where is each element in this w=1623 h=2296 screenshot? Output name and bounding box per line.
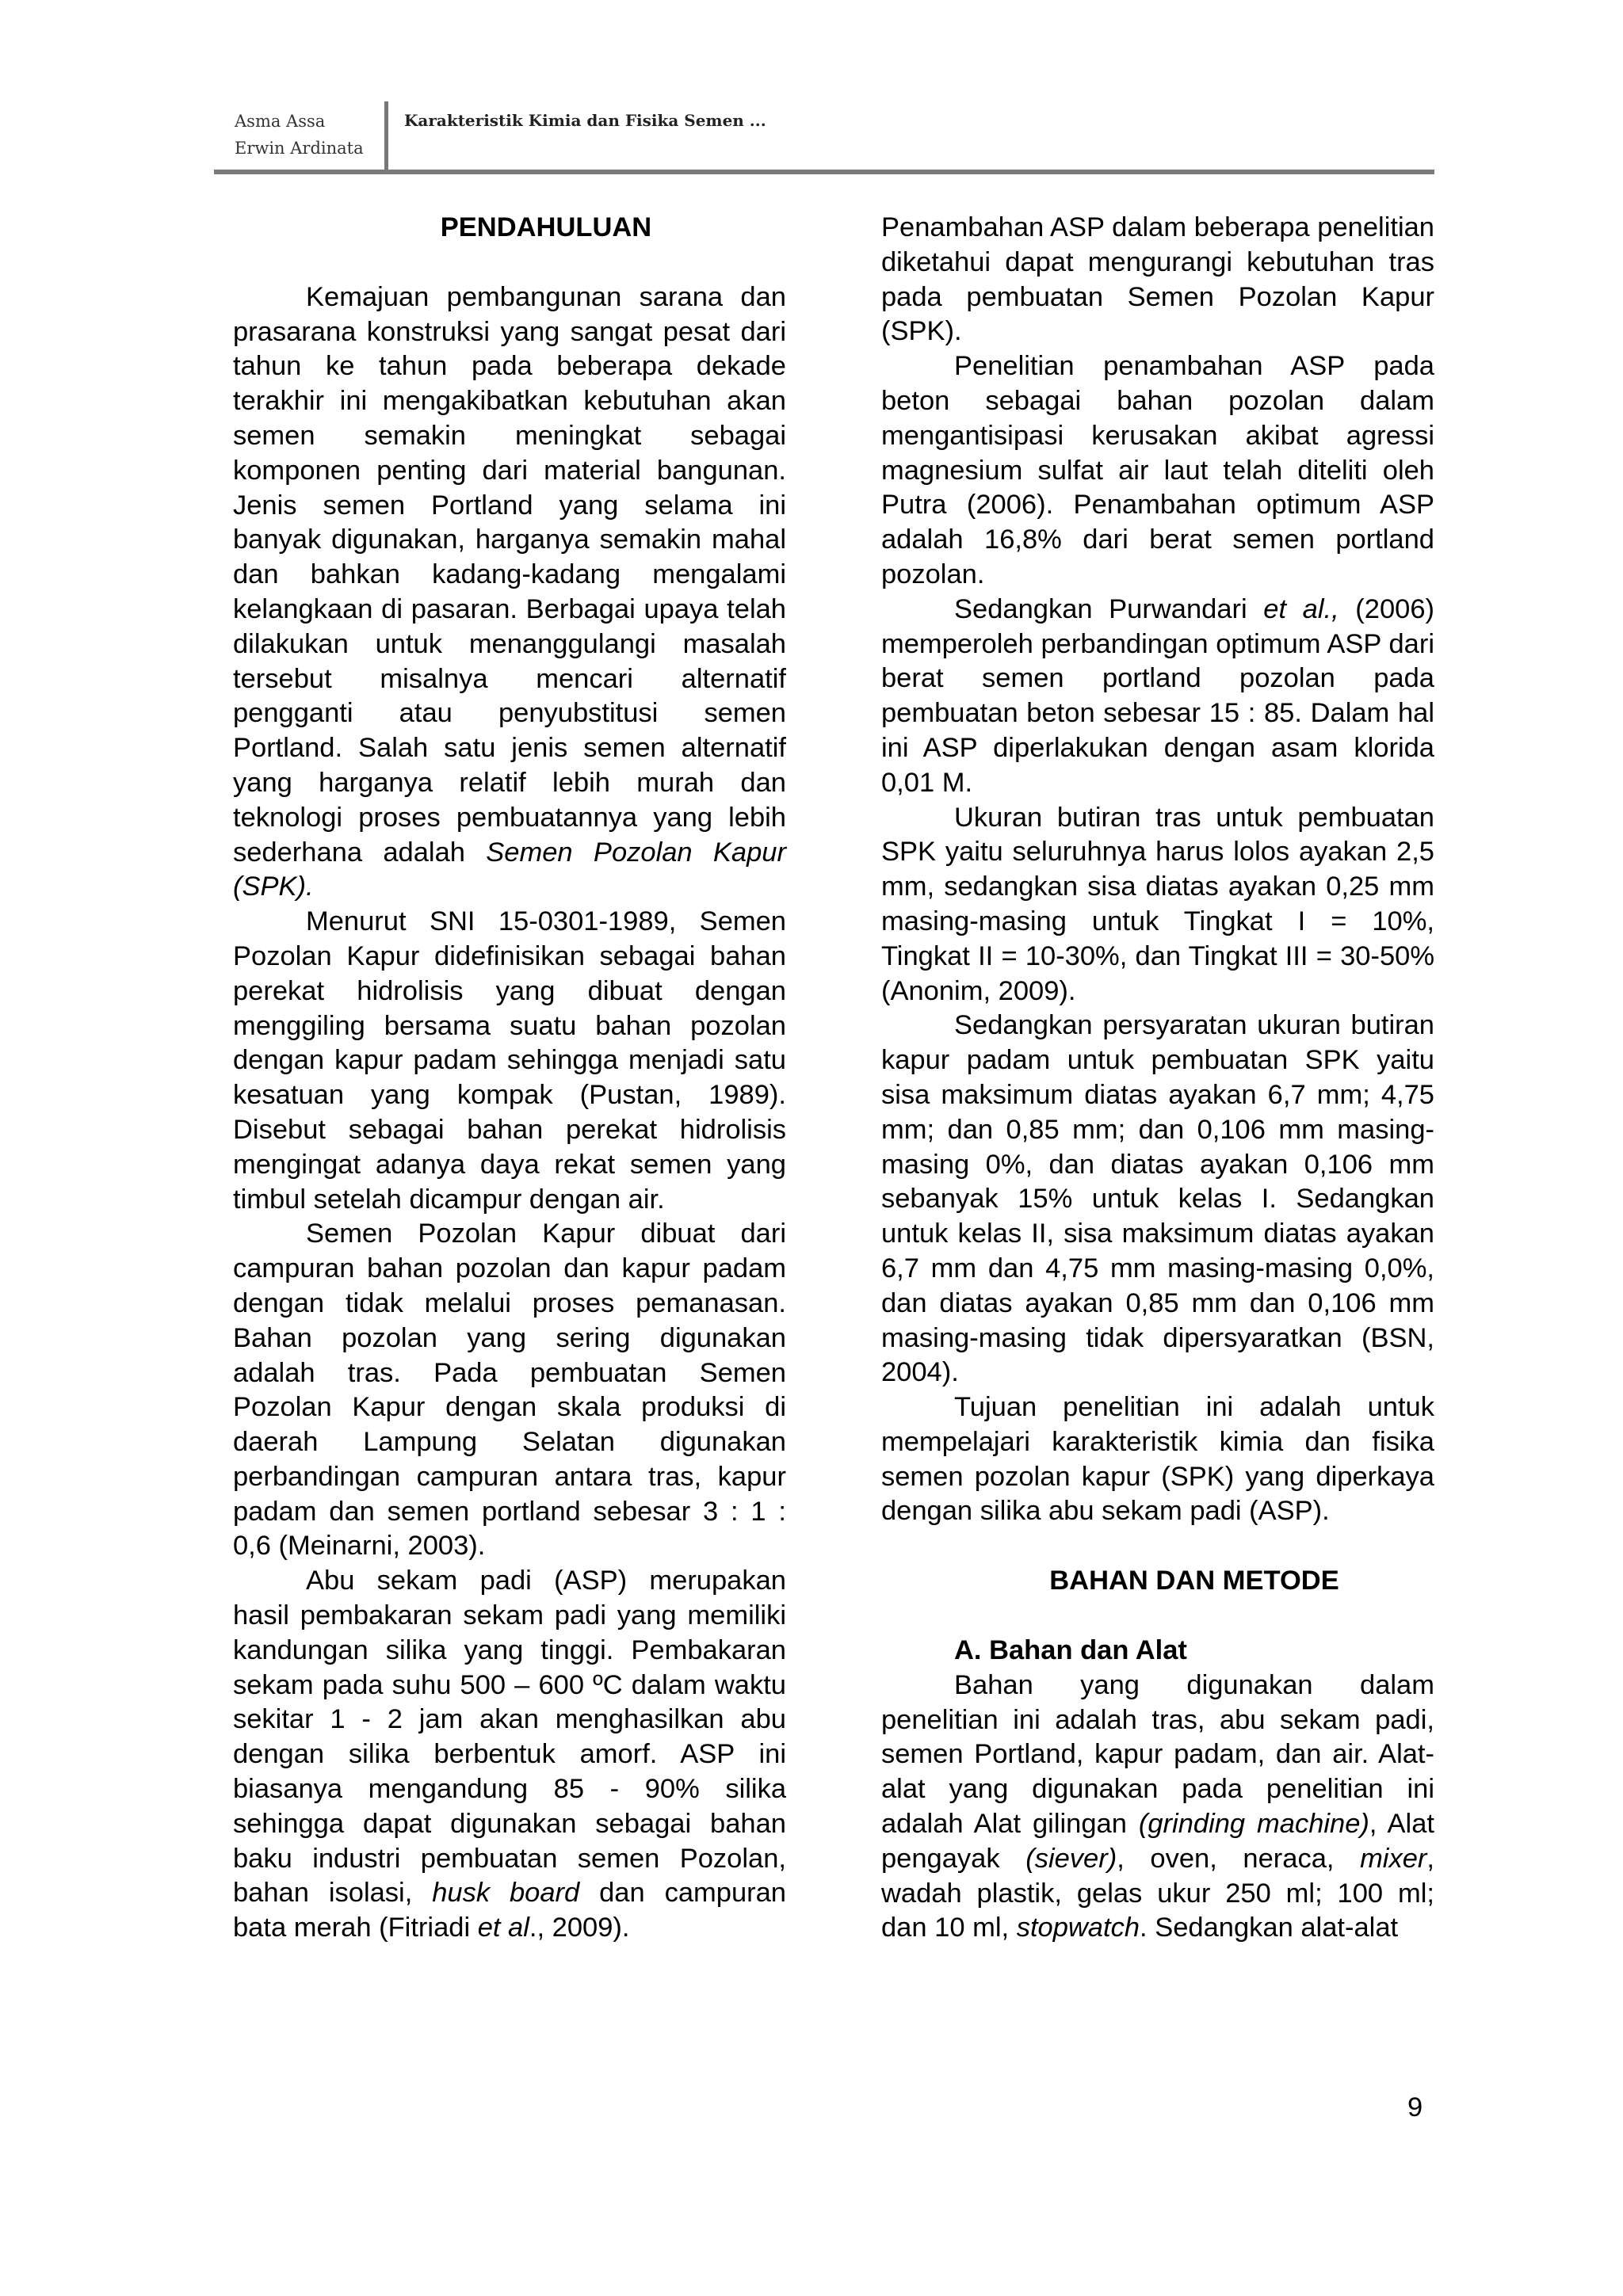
paragraph [233, 280, 786, 905]
subsection-heading: A. Bahan dan Alat [954, 1635, 1187, 1666]
paragraph: Sedangkan persyaratan ukuran butiran kapur padam untuk pembuatan SPK yaitu sisa maksimum diatas ayakan 6,7 mm; 4,75 mm; dan 0,85 mm; dan 0,106 mm masing-masing 0%, dan diatas ayakan 0,106 mm sebanyak 15% untuk kelas I. Sedangkan untuk kelas II, sisa maksimum diatas ayakan 6,7 mm dan 4,75 mm masing-masing 0,0%, dan diatas ayakan 0,85 mm dan 0,106 mm masing-masing tidak dipersyaratkan (BSN, 2004). [881, 1010, 1434, 1388]
page-number: 9 [1407, 2092, 1423, 2122]
paragraph [233, 1564, 786, 1946]
italic-term: husk board [432, 1878, 580, 1909]
header-authors [235, 108, 364, 162]
left-column [233, 211, 786, 1946]
page-header [214, 101, 1434, 174]
italic-term: et al., [1263, 593, 1339, 624]
section-heading: PENDAHULUAN [440, 212, 652, 242]
paragraph: Menurut SNI 15-0301-1989, Semen Pozolan Kapur didefinisikan sebagai bahan perekat hidrolisis yang dibuat dengan menggiling bersama suatu bahan pozolan dengan kapur padam sehingga menjadi satu kesatuan yang kompak (Pustan, 1989). Disebut sebagai bahan perekat hidrolisis mengingat adanya daya rekat semen yang timbul setelah dicampur dengan air. [233, 906, 786, 1215]
text-span: , oven, neraca, [1117, 1843, 1361, 1874]
text-span: Abu sekam padi (ASP) merupakan hasil pembakaran sekam padi yang memiliki kandungan silika yang tinggi. Pembakaran sekam pada suhu 500 – 600 ºC dalam waktu sekitar 1 - 2 jam akan menghasilkan abu dengan silika berbentuk amorf. ASP ini biasanya mengandung 85 - 90% silika sehingga dapat digunakan sebagai bahan baku industri pembuatan semen Pozolan, bahan isolasi, [233, 1566, 786, 1909]
paragraph: Penambahan ASP dalam beberapa penelitian diketahui dapat mengurangi kebutuhan tras pada pembuatan Semen Pozolan Kapur (SPK). [881, 212, 1434, 347]
paragraph: Ukuran butiran tras untuk pembuatan SPK yaitu seluruhnya harus lolos ayakan 2,5 mm, sedangkan sisa diatas ayakan 0,25 mm masing-masing untuk Tingkat I = 10%, Tingkat II = 10-30%, dan Tingkat III = 30-50% (Anonim, 2009). [881, 802, 1434, 1006]
author-name: Asma Assa [235, 112, 326, 131]
paragraph [881, 1669, 1434, 1946]
header-divider [384, 101, 388, 174]
paragraph: Penelitian penambahan ASP pada beton sebagai bahan pozolan dalam mengantisipasi kerusakan akibat agressi magnesium sulfat air laut telah diteliti oleh Putra (2006). Penambahan optimum ASP adalah 16,8% dari berat semen portland pozolan. [881, 351, 1434, 589]
header-rule [214, 170, 1434, 174]
text-span: dan campuran bata merah (Fitriadi [233, 1878, 786, 1943]
text-span: Bahan yang digunakan dalam penelitian ini adalah tras, abu sekam padi, semen Portland, kapur padam, dan air. Alat-alat yang digunakan pada penelitian ini adalah Alat gilingan [881, 1669, 1434, 1840]
italic-term: Semen Pozolan Kapur (SPK). [233, 837, 786, 902]
text-span: , wadah plastik, gelas ukur 250 ml; 100 ml; dan 10 ml, [881, 1843, 1434, 1943]
text-span: ., 2009). [529, 1913, 630, 1943]
section-heading: BAHAN DAN METODE [1049, 1566, 1339, 1596]
right-column [881, 211, 1434, 1946]
text-span: (2006) memperoleh perbandingan optimum ASP dari berat semen portland pozolan pada pembuatan beton sebesar 15 : 85. Dalam hal ini ASP diperlakukan dengan asam klorida 0,01 M. [881, 593, 1435, 798]
paragraph: Tujuan penelitian ini adalah untuk mempelajari karakteristik kimia dan fisika semen pozolan kapur (SPK) yang diperkaya dengan silika abu sekam padi (ASP). [881, 1392, 1434, 1527]
italic-term: (siever) [1025, 1843, 1117, 1874]
paragraph [881, 593, 1434, 801]
running-title: Karakteristik Kimia dan Fisika Semen ... [404, 111, 766, 130]
italic-term: et al [477, 1913, 529, 1943]
italic-term: stopwatch [1016, 1913, 1140, 1943]
text-span: Kemajuan pembangunan sarana dan prasarana konstruksi yang sangat pesat dari tahun ke tahun pada beberapa dekade terakhir ini mengakibatkan kebutuhan akan semen semakin meningkat sebagai komponen penting dari material bangunan. Jenis semen Portland yang selama ini banyak digunakan, harganya semakin mahal dan bahkan kadang-kadang mengalami kelangkaan di pasaran. Berbagai upaya telah dilakukan untuk menanggulangi masalah tersebut misalnya mencari alternatif pengganti atau penyubstitusi semen Portland. Salah satu jenis semen alternatif yang harganya relatif lebih murah dan teknologi proses pembuatannya yang lebih sederhana adalah [233, 281, 786, 868]
paragraph: Semen Pozolan Kapur dibuat dari campuran bahan pozolan dan kapur padam dengan tidak melalui proses pemanasan. Bahan pozolan yang sering digunakan adalah tras. Pada pembuatan Semen Pozolan Kapur dengan skala produksi di daerah Lampung Selatan digunakan perbandingan campuran antara tras, kapur padam dan semen portland sebesar 3 : 1 : 0,6 (Meinarni, 2003). [233, 1219, 786, 1562]
text-span: , Alat pengayak [881, 1809, 1434, 1874]
author-name: Erwin Ardinata [235, 139, 364, 158]
text-span: . Sedangkan alat-alat [1140, 1913, 1399, 1943]
italic-term: mixer [1360, 1843, 1427, 1874]
italic-term: (grinding machine) [1138, 1809, 1369, 1840]
text-span: Sedangkan Purwandari [954, 593, 1264, 624]
